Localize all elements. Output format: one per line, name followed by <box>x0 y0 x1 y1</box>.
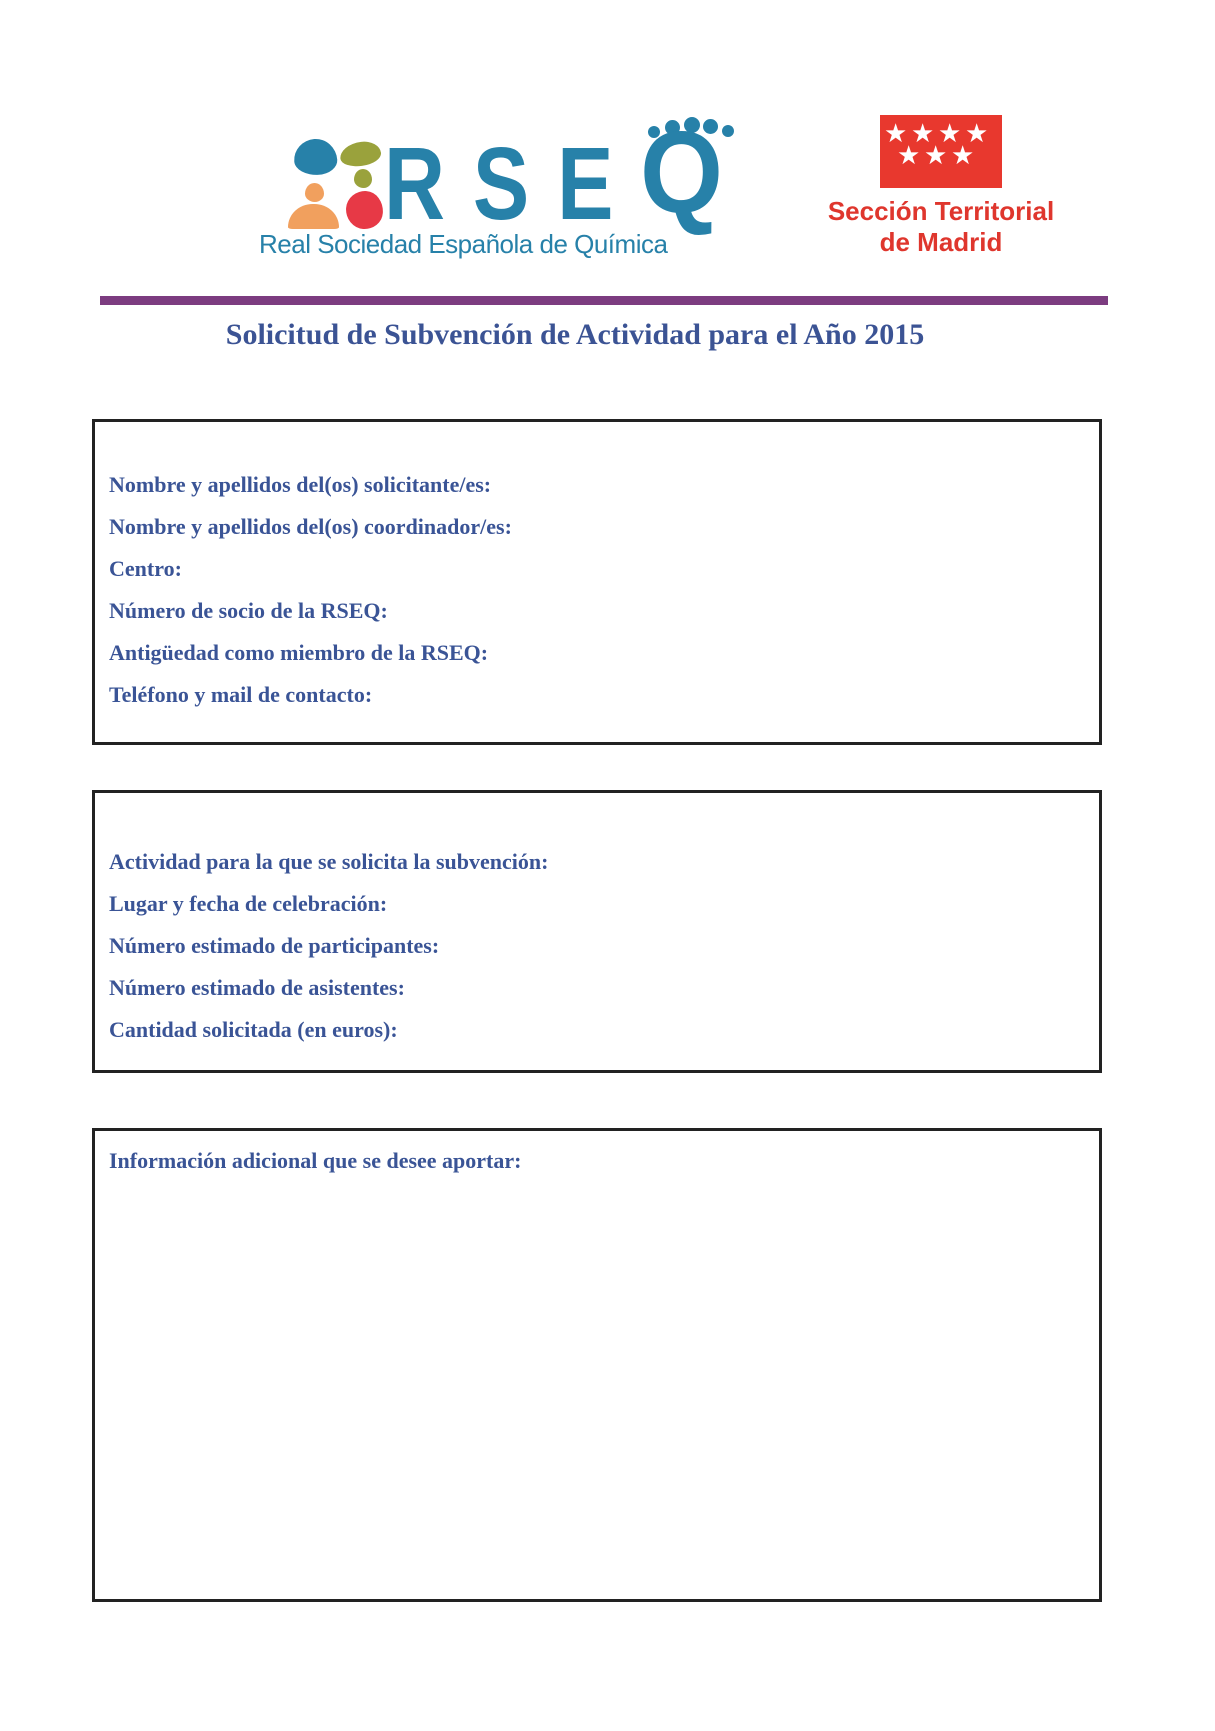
rseq-olive-blob-icon <box>339 140 383 169</box>
page-title: Solicitud de Subvención de Actividad para el Año 2015 <box>225 318 925 351</box>
field-label-solicitante: Nombre y apellidos del(os) solicitante/es: <box>109 472 492 497</box>
rseq-blue-blob-icon <box>293 138 338 177</box>
rseq-person-body-icon <box>288 204 339 229</box>
field-label-coordinador: Nombre y apellidos del(os) coordinador/es: <box>109 514 512 539</box>
star-icon: ★ <box>924 141 948 171</box>
section-solicitante-box <box>92 419 1102 745</box>
section-informacion-adicional-box <box>92 1128 1102 1602</box>
madrid-section-caption <box>815 196 1067 258</box>
field-label-centro: Centro: <box>109 556 182 581</box>
field-label-antiguedad: Antigüedad como miembro de la RSEQ: <box>109 640 489 665</box>
field-label-lugar-fecha: Lugar y fecha de celebración: <box>109 891 388 916</box>
madrid-caption-line1: Sección Territorial <box>827 196 1055 226</box>
field-label-participantes: Número estimado de participantes: <box>109 933 440 958</box>
star-icon: ★ <box>911 119 935 149</box>
header-divider <box>100 296 1108 305</box>
field-label-telefono: Teléfono y mail de contacto: <box>109 682 373 707</box>
rseq-tagline: Real Sociedad Española de Química <box>259 229 668 259</box>
field-label-informacion-adicional: Información adicional que se desee aportar: <box>109 1148 522 1173</box>
star-icon: ★ <box>938 119 962 149</box>
star-icon: ★ <box>951 141 975 171</box>
rseq-wordmark-rse: RSE <box>384 126 642 241</box>
star-icon: ★ <box>897 141 921 171</box>
rseq-person-head-icon <box>305 183 324 202</box>
section-actividad-box <box>92 790 1102 1073</box>
field-label-asistentes: Número estimado de asistentes: <box>109 975 405 1000</box>
field-label-numero-socio: Número de socio de la RSEQ: <box>109 598 388 623</box>
rseq-wordmark-q: Q <box>640 107 724 237</box>
star-icon: ★ <box>965 119 989 149</box>
madrid-caption-line2: de Madrid <box>879 227 1003 257</box>
rseq-logo-icon <box>288 136 384 231</box>
field-label-actividad: Actividad para la que se solicita la subvención: <box>109 849 549 874</box>
star-icon: ★ <box>884 119 908 149</box>
madrid-flag-icon <box>880 115 1002 188</box>
rseq-red-blob-icon <box>345 190 385 230</box>
field-label-cantidad: Cantidad solicitada (en euros): <box>109 1017 398 1042</box>
rseq-olive-dot-icon <box>354 169 372 188</box>
